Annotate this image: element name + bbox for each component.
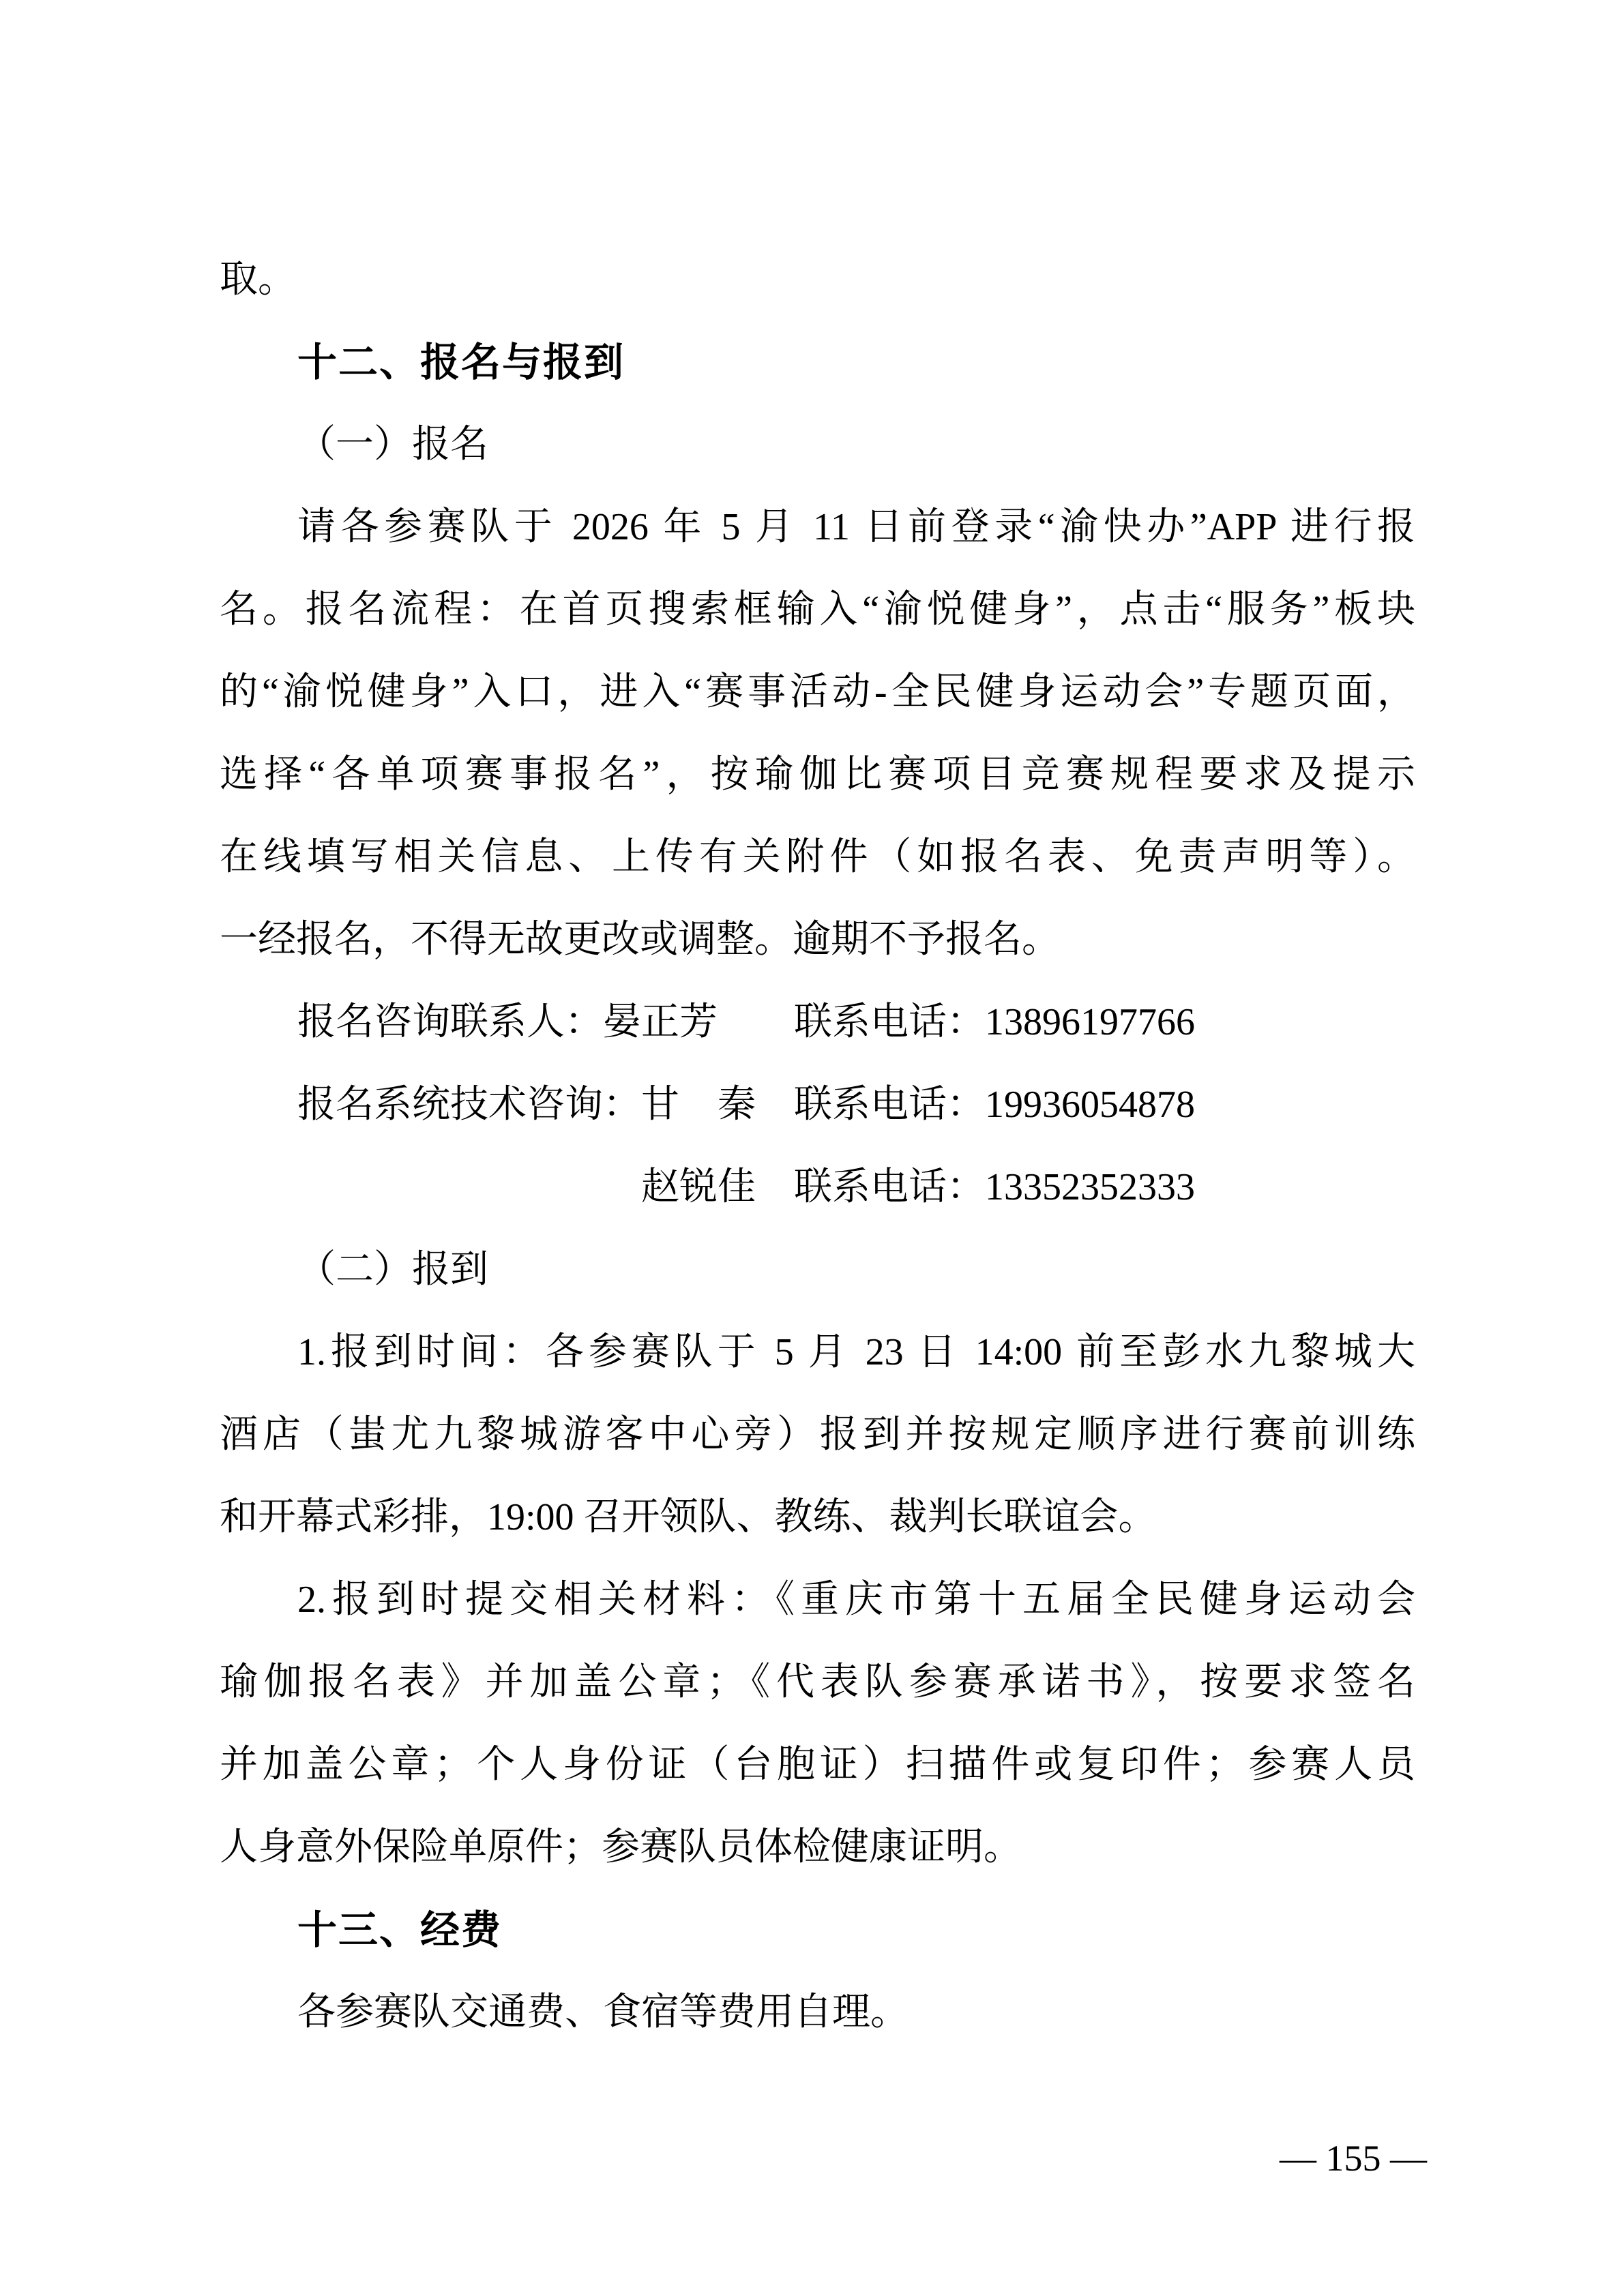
contact-line-tech-support-2: 赵锐佳 联系电话：13352352333 (641, 1166, 1195, 1208)
contact-line-tech-support: 报名系统技术咨询：甘 秦 联系电话：19936054878 (297, 1084, 1195, 1126)
contact-line-registration: 报名咨询联系人：晏正芳 联系电话：13896197766 (297, 1001, 1195, 1043)
paragraph-line: 名。报名流程：在首页搜索框输入“渝悦健身”，点击“服务”板块 (220, 588, 1416, 631)
paragraph-line: 瑜伽报名表》并加盖公章；《代表队参赛承诺书》，按要求签名 (220, 1661, 1415, 1703)
paragraph-line: 和开幕式彩排，19:00 召开领队、教练、裁判长联谊会。 (220, 1496, 1157, 1538)
subsection-heading-registration: （一）报名 (297, 423, 488, 466)
paragraph-line: 的“渝悦健身”入口，进入“赛事活动-全民健身运动会”专题页面， (220, 671, 1415, 713)
subsection-heading-checkin: （二）报到 (297, 1249, 488, 1291)
paragraph-line: 在线填写相关信息、上传有关附件（如报名表、免责声明等）。 (220, 836, 1415, 878)
paragraph-line: 一经报名，不得无故更改或调整。逾期不予报名。 (220, 919, 1060, 961)
paragraph-line: 人身意外保险单原件；参赛队员体检健康证明。 (220, 1826, 1022, 1868)
paragraph-line: 选择“各单项赛事报名”，按瑜伽比赛项目竞赛规程要求及提示 (220, 754, 1415, 796)
paragraph-line: 请各参赛队于 2026 年 5 月 11 日前登录“渝快办”APP 进行报 (297, 506, 1415, 548)
paragraph-continuation-line: 取。 (220, 258, 296, 301)
section-heading-12: 十二、报名与报到 (297, 340, 625, 385)
paragraph-line: 各参赛队交通费、食宿等费用自理。 (297, 1991, 909, 2033)
paragraph-line: 1.报到时间：各参赛队于 5 月 23 日 14:00 前至彭水九黎城大 (297, 1331, 1415, 1373)
paragraph-line: 酒店（蚩尤九黎城游客中心旁）报到并按规定顺序进行赛前训练 (220, 1414, 1415, 1456)
paragraph-line: 2.报到时提交相关材料：《重庆市第十五届全民健身运动会 (297, 1579, 1415, 1621)
section-heading-13: 十三、经费 (297, 1908, 503, 1952)
paragraph-line: 并加盖公章；个人身份证（台胞证）扫描件或复印件；参赛人员 (220, 1744, 1415, 1786)
page-number: — 155 — (1280, 2138, 1427, 2179)
